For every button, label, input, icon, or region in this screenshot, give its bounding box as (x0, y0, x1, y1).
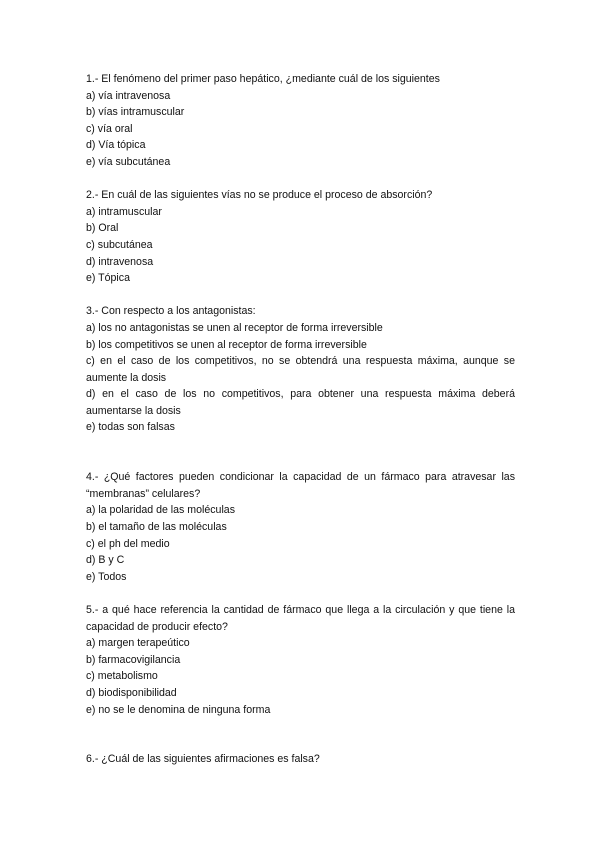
option-d: d) B y C (86, 554, 125, 567)
option-e: e) no se le denomina de ninguna forma (86, 703, 271, 716)
option-c: c) vía oral (86, 122, 133, 135)
option-e: e) vía subcutánea (86, 155, 171, 168)
question-text: 5.- a qué hace referencia la cantidad de fármaco que llega a la circulación y que tiene la capacidad de producir efecto? (86, 604, 515, 633)
option-d: d) en el caso de los no competitivos, para obtener una respuesta máxima deberá aumentarse la dosis (86, 388, 515, 417)
question-5 (86, 602, 515, 718)
question-text: 6.- ¿Cuál de las siguientes afirmaciones es falsa? (86, 753, 320, 766)
option-b: b) vías intramuscular (86, 106, 185, 119)
option-a: a) margen terapeútico (86, 637, 190, 650)
option-a: a) vía intravenosa (86, 89, 171, 102)
question-3 (86, 303, 515, 436)
option-d: d) biodisponibilidad (86, 686, 177, 699)
option-a: a) los no antagonistas se unen al receptor de forma irreversible (86, 321, 383, 334)
option-d: d) Vía tópica (86, 139, 146, 152)
option-b: b) el tamaño de las moléculas (86, 521, 227, 534)
option-c: c) metabolismo (86, 670, 158, 683)
option-b: b) los competitivos se unen al receptor de forma irreversible (86, 338, 367, 351)
question-text: 3.- Con respecto a los antagonistas: (86, 305, 256, 318)
question-1 (86, 71, 515, 171)
option-c: c) en el caso de los competitivos, no se obtendrá una respuesta máxima, aunque se aumente la dosis (86, 355, 515, 384)
option-e: e) todas son falsas (86, 421, 175, 434)
question-text: 1.- El fenómeno del primer paso hepático, ¿mediante cuál de los siguientes (86, 73, 440, 85)
question-2 (86, 187, 515, 287)
option-b: b) farmacovigilancia (86, 653, 181, 666)
option-e: e) Tópica (86, 272, 130, 285)
quiz-content (86, 71, 515, 768)
option-a: a) intramuscular (86, 205, 162, 218)
question-4 (86, 469, 515, 585)
option-c: c) el ph del medio (86, 537, 170, 550)
option-d: d) intravenosa (86, 255, 154, 268)
option-e: e) Todos (86, 570, 127, 583)
option-c: c) subcutánea (86, 238, 153, 251)
question-text: 4.- ¿Qué factores pueden condicionar la capacidad de un fármaco para atravesar las “membranas” celulares? (86, 471, 515, 500)
question-text: 2.- En cuál de las siguientes vías no se produce el proceso de absorción? (86, 189, 433, 202)
question-6 (86, 751, 515, 768)
option-b: b) Oral (86, 222, 119, 235)
option-a: a) la polaridad de las moléculas (86, 504, 235, 517)
